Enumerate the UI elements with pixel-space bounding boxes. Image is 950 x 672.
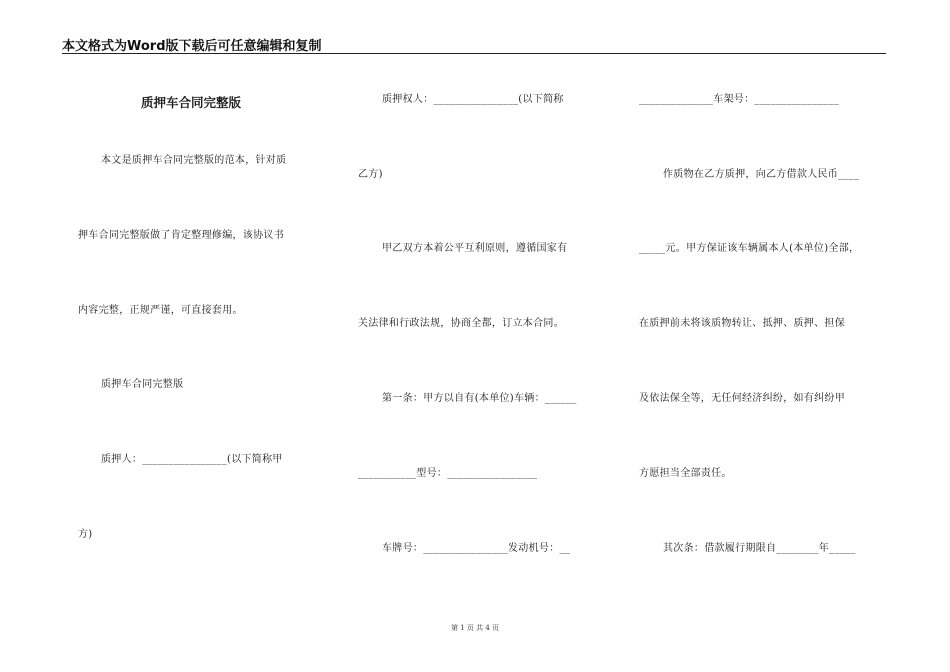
column3-line-2: 作质物在乙方质押，向乙方借款人民币____ <box>663 169 860 180</box>
column3-line-6: 方愿担当全部责任。 <box>639 468 732 479</box>
column1-line-5: 质押人：________________(以下简称甲 <box>101 454 283 465</box>
column1-line-1: 本文是质押车合同完整版的范本，针对质 <box>101 155 287 166</box>
document-title: 质押车合同完整版 <box>140 95 241 110</box>
column2-line-7: 车牌号：________________发动机号：__ <box>382 543 571 554</box>
column2-line-1: 质押权人：________________(以下简称 <box>382 94 564 105</box>
column2-line-3: 甲乙双方本着公平互利原则，遵循国家有 <box>382 243 568 254</box>
column2-line-5: 第一条：甲方以自有(本单位)车辆：______ <box>382 393 577 404</box>
page-number: 第 1 页 共 4 页 <box>450 624 500 632</box>
column1-line-6: 方) <box>78 529 93 540</box>
column3-line-1: ______________车架号：________________ <box>639 94 840 105</box>
column2-line-4: 关法律和行政法规，协商全都，订立本合同。 <box>358 318 564 329</box>
column3-line-4: 在质押前未将该质物转让、抵押、质押、担保 <box>639 318 845 329</box>
document-header: 本文格式为Word版下载后可任意编辑和复制 <box>62 35 886 54</box>
column3-line-3: _____元。甲方保证该车辆属本人(本单位)全部， <box>639 243 860 254</box>
column1-line-2: 押车合同完整版做了肯定整理修编，该协议书 <box>78 230 284 241</box>
column2-line-2: 乙方) <box>358 169 383 180</box>
column1-line-4: 质押车合同完整版 <box>101 379 184 390</box>
column3-line-5: 及依法保全等，无任何经济纠纷，如有纠纷甲 <box>639 393 845 404</box>
column3-line-7: 其次条：借款履行期限自________年_____ <box>663 543 856 554</box>
column1-line-3: 内容完整，正规严谨，可直接套用。 <box>78 305 243 316</box>
column2-line-6: ___________型号：_________________ <box>358 468 538 479</box>
